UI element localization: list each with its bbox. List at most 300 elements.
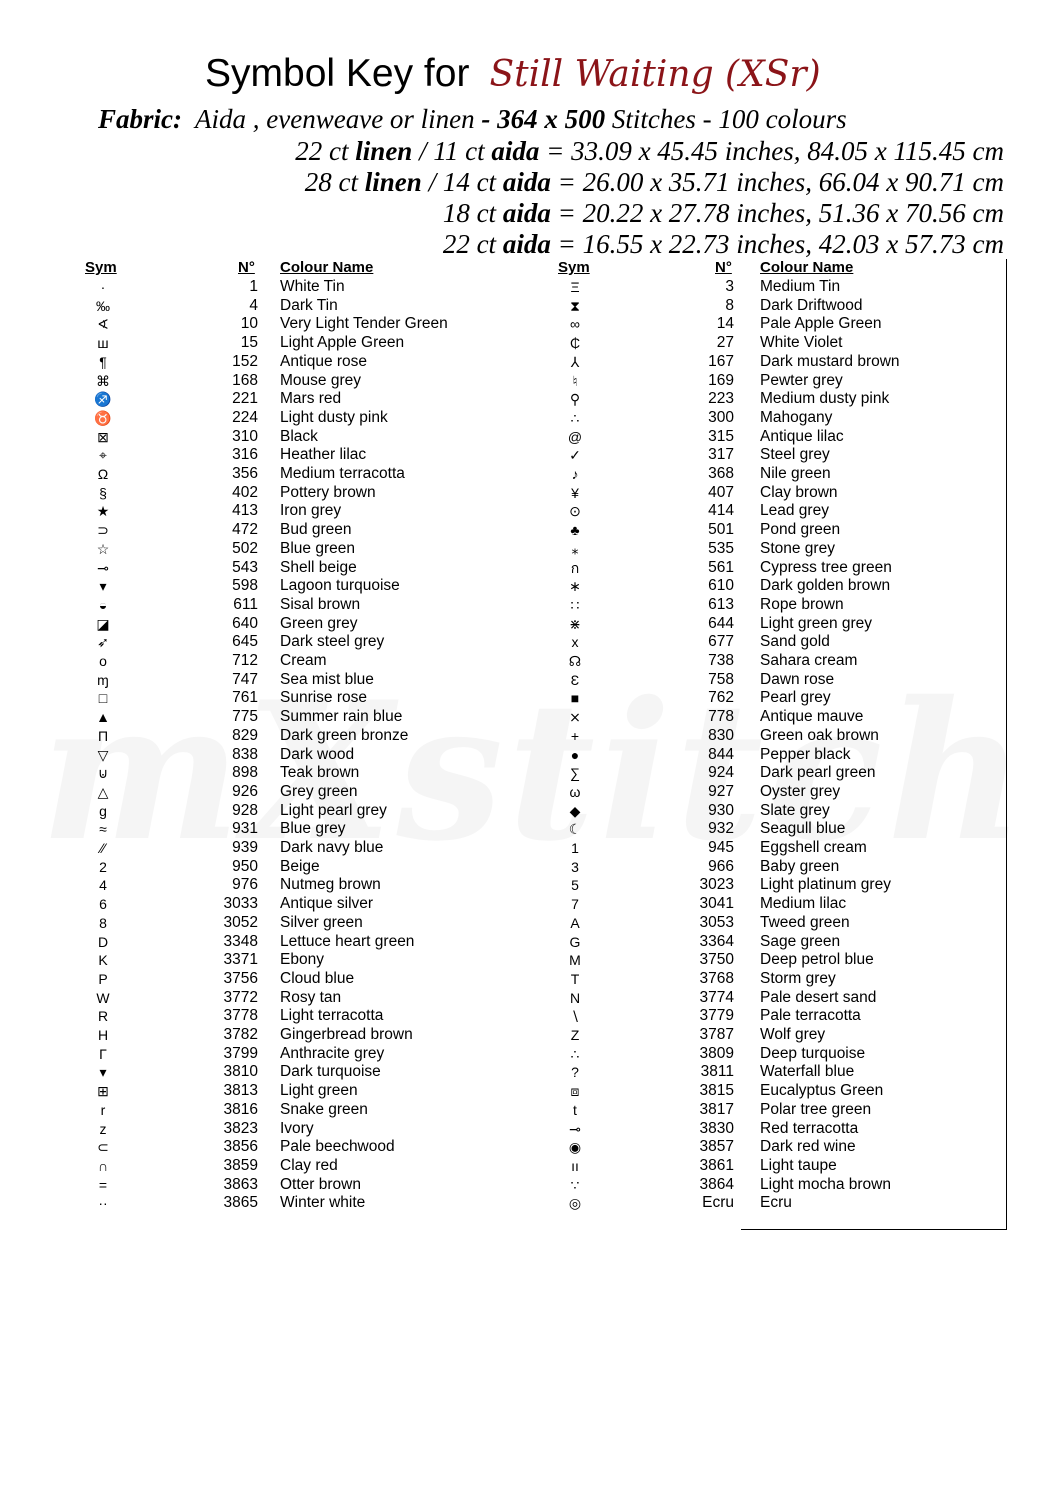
colour-name: White Tin (280, 278, 345, 295)
stitch-symbol: ω (569, 783, 581, 800)
key-row (0, 297, 1060, 316)
stitch-symbol: ∢ (97, 316, 109, 333)
colour-number: 3817 (699, 1100, 734, 1118)
colour-name: Pottery brown (280, 483, 376, 501)
stitch-symbol: D (97, 933, 109, 950)
colour-number: 3809 (699, 1044, 734, 1062)
colour-name: Gingerbread brown (280, 1026, 413, 1043)
key-row (0, 876, 1060, 895)
colour-name: Light pearl grey (280, 801, 387, 819)
key-row (0, 820, 1060, 839)
key-row (0, 989, 1060, 1008)
colour-number: 501 (708, 521, 734, 539)
key-row (0, 1120, 1060, 1139)
stitch-symbol: ıı (571, 1157, 579, 1174)
stitch-symbol: 7 (571, 896, 579, 913)
colour-name: Dark red wine (760, 1138, 856, 1156)
stitch-symbol: = (98, 1176, 108, 1193)
colour-number: 3041 (699, 895, 734, 913)
colour-number: 838 (232, 745, 258, 763)
stitch-symbol: ∵ (570, 1176, 580, 1193)
colour-number: 300 (708, 408, 734, 426)
key-row (0, 1007, 1060, 1026)
key-row (0, 446, 1060, 465)
colour-name: Sahara cream (760, 652, 858, 669)
colour-name: Pale desert sand (760, 988, 877, 1006)
stitch-symbol: ♉ (94, 409, 112, 426)
stitch-symbol: x (571, 634, 579, 651)
colour-number: 829 (232, 726, 258, 744)
colour-number: 3052 (223, 913, 258, 931)
colour-number: 844 (708, 745, 734, 763)
colour-name: Light dusty pink (280, 408, 388, 426)
key-row (0, 746, 1060, 765)
colour-name: Bud green (280, 521, 352, 539)
key-row (0, 540, 1060, 559)
colour-number: 169 (708, 371, 734, 389)
stitch-symbol: ☾ (568, 821, 582, 838)
size-count: 22 ct (442, 229, 497, 259)
stitch-symbol: ◪ (96, 615, 110, 632)
stitch-symbol: ⁎ (571, 540, 579, 557)
colour-name: Antique lilac (760, 427, 844, 445)
key-row (0, 577, 1060, 596)
colour-number: 747 (232, 670, 258, 688)
colour-number: 502 (232, 539, 258, 557)
colour-number: 3799 (223, 1044, 258, 1062)
stitch-symbol: ·· (98, 1195, 108, 1212)
stitch-symbol: ¥ (571, 484, 579, 501)
colour-name: Dawn rose (760, 670, 835, 688)
colour-number: 3033 (223, 895, 258, 913)
colour-number: 758 (708, 670, 734, 688)
stitch-symbol: ● (570, 746, 580, 763)
stitch-symbol: ≈ (99, 821, 107, 838)
key-row (0, 1082, 1060, 1101)
stitch-symbol: t (573, 1101, 577, 1118)
colour-number: 738 (708, 652, 734, 669)
fabric-dimensions: 364 x 500 (497, 104, 606, 134)
title-prefix: Symbol Key for (205, 52, 470, 95)
stitch-symbol: ¶ (99, 353, 107, 370)
colour-name: Mahogany (760, 408, 833, 426)
colour-number: 3053 (699, 913, 734, 931)
colour-number: 3864 (699, 1175, 734, 1193)
stitch-symbol: ⊠ (97, 428, 109, 445)
colour-name: Very Light Tender Green (280, 315, 448, 333)
colour-name: Rope brown (760, 595, 844, 613)
colour-number: 939 (232, 839, 258, 856)
colour-name: Lead grey (760, 502, 829, 520)
colour-name: Clay brown (760, 483, 838, 501)
colour-number: 613 (708, 595, 734, 613)
stitch-symbol: ⅄ (570, 353, 580, 370)
stitch-symbol: r (100, 1101, 106, 1118)
header-num: N° (238, 259, 255, 276)
colour-name: Slate grey (760, 801, 830, 819)
stitch-symbol: ◆ (569, 802, 581, 819)
colour-name: Teak brown (280, 764, 360, 782)
stitch-symbol: z (99, 1120, 107, 1137)
colour-number: 3813 (223, 1082, 258, 1100)
colour-name: Iron grey (280, 502, 342, 520)
colour-name: Dark golden brown (760, 577, 891, 595)
colour-name: Ecru (760, 1194, 792, 1212)
stitch-symbol: ก (570, 559, 580, 576)
key-row (0, 1026, 1060, 1045)
colour-number: 3774 (699, 988, 734, 1006)
colour-name: Eggshell cream (760, 839, 867, 856)
size-line (443, 229, 1004, 260)
colour-number: 3364 (699, 932, 734, 950)
colour-number: 775 (232, 708, 258, 726)
colour-name: Antique rose (280, 352, 368, 370)
stitch-symbol: ∴ (570, 1045, 580, 1062)
key-row (0, 689, 1060, 708)
colour-number: 3 (725, 278, 734, 295)
colour-number: 762 (708, 689, 734, 707)
colour-name: Medium terracotta (280, 465, 405, 482)
colour-number: 14 (716, 315, 734, 333)
colour-name: Wolf grey (760, 1026, 826, 1043)
colour-name: Shell beige (280, 558, 357, 576)
key-row (0, 409, 1060, 428)
colour-number: 976 (232, 876, 258, 894)
colour-number: 644 (708, 614, 734, 632)
colour-name: Light green (280, 1082, 358, 1100)
key-row (0, 802, 1060, 821)
stitch-symbol: ⚲ (569, 391, 581, 408)
colour-name: Light mocha brown (760, 1175, 891, 1193)
key-row (0, 951, 1060, 970)
key-row (0, 1063, 1060, 1082)
key-row (0, 914, 1060, 933)
colour-number: 610 (708, 577, 734, 595)
colour-number: 310 (232, 427, 258, 445)
colour-number: 1 (249, 278, 258, 295)
stitch-symbol: 4 (99, 877, 107, 894)
colour-name: Cloud blue (280, 969, 355, 987)
colour-name: Ebony (280, 951, 324, 969)
size-fabric: aida (502, 167, 551, 197)
colour-number: 3782 (223, 1026, 258, 1043)
colour-name: Beige (280, 857, 320, 875)
stitch-symbol: § (99, 484, 107, 501)
size-count: 11 ct (433, 136, 485, 166)
colour-number: 3371 (223, 951, 258, 969)
pattern-name: Still Waiting (XSr) (489, 53, 821, 95)
colour-name: Clay red (280, 1156, 338, 1174)
colour-number: 317 (708, 446, 734, 464)
colour-name: Ivory (280, 1119, 314, 1137)
stitch-symbol: T (570, 970, 580, 987)
key-row (0, 521, 1060, 540)
stitch-symbol: · (100, 279, 106, 295)
stitch-symbol: ⊸ (97, 559, 109, 576)
key-row (0, 334, 1060, 353)
colour-number: 712 (232, 652, 258, 669)
colour-number: 3830 (699, 1119, 734, 1137)
colour-name: Mouse grey (280, 371, 361, 389)
colour-name: Anthracite grey (280, 1044, 385, 1062)
size-count: 18 ct (442, 198, 497, 228)
stitch-symbol: R (97, 1008, 109, 1025)
colour-name: Rosy tan (280, 988, 342, 1006)
key-row (0, 708, 1060, 727)
stitch-symbol: ⋇ (569, 615, 581, 632)
stitch-symbol: @ (567, 428, 583, 445)
fabric-label: Fabric: (98, 104, 182, 134)
colour-number: 3750 (699, 951, 734, 969)
stitch-symbol: + (570, 727, 580, 744)
stitch-symbol: ◉ (568, 1139, 582, 1156)
stitch-symbol: o (99, 653, 107, 669)
colour-number: 611 (233, 595, 258, 613)
colour-name: Cypress tree green (760, 558, 892, 576)
stitch-symbol: ⊙ (569, 503, 581, 520)
frame-right-line (1006, 259, 1007, 1230)
colour-number: 3023 (699, 876, 734, 894)
colour-number: 3865 (223, 1194, 258, 1212)
colour-number: 932 (708, 820, 734, 838)
colour-number: 928 (232, 801, 258, 819)
stitch-symbol: ∗ (569, 578, 581, 595)
key-row (0, 652, 1060, 671)
colour-number: 3348 (223, 932, 258, 950)
fabric-rest: Stitches - 100 colours (611, 104, 847, 134)
colour-number: 598 (232, 577, 258, 595)
colour-name: Baby green (760, 857, 840, 875)
colour-name: Stone grey (760, 539, 835, 557)
colour-number: 930 (708, 801, 734, 819)
stitch-symbol: ⌖ (99, 447, 107, 464)
stitch-symbol: ⊸ (569, 1120, 581, 1137)
stitch-symbol: ⊂ (97, 1139, 109, 1156)
colour-name: Sage green (760, 932, 841, 950)
colour-name: Blue grey (280, 820, 346, 838)
colour-name: Light Apple Green (280, 334, 405, 352)
stitch-symbol: Ξ (570, 279, 580, 295)
stitch-symbol: ɱ (97, 671, 109, 688)
colour-name: Sunrise rose (280, 689, 368, 707)
stitch-symbol: ∩ (97, 1157, 109, 1174)
colour-number: 221 (232, 390, 258, 408)
colour-name: Mars red (280, 390, 342, 408)
frame-bottom-line (741, 1229, 1007, 1230)
colour-number: 761 (232, 689, 258, 707)
header-sym: Sym (85, 259, 117, 276)
size-count: 22 ct (295, 136, 349, 166)
header-sym: Sym (558, 259, 590, 276)
colour-number: 27 (716, 334, 734, 352)
colour-number: 931 (232, 820, 258, 838)
stitch-symbol: ⧈ (570, 1083, 580, 1100)
stitch-symbol: G (569, 933, 581, 950)
colour-number: 3859 (223, 1156, 258, 1174)
size-fabric: linen (364, 167, 422, 197)
colour-number: 3756 (223, 969, 258, 987)
fabric-dash: - (481, 104, 491, 134)
colour-name: Antique mauve (760, 708, 864, 726)
stitch-symbol: ⨯ (569, 709, 581, 726)
colour-name: Light platinum grey (760, 876, 891, 894)
stitch-symbol: ♐ (94, 391, 112, 408)
stitch-symbol: ⌘ (96, 372, 110, 389)
size-fabric: linen (355, 136, 413, 166)
stitch-symbol: 1 (571, 840, 579, 856)
colour-name: Polar tree green (760, 1100, 872, 1118)
colour-name: Red terracotta (760, 1119, 859, 1137)
key-row (0, 970, 1060, 989)
colour-name: Oyster grey (760, 782, 841, 800)
colour-number: 3787 (699, 1026, 734, 1043)
colour-name: Pond green (760, 521, 841, 539)
colour-name: Deep turquoise (760, 1044, 866, 1062)
colour-name: Blue green (280, 539, 355, 557)
header-num: N° (715, 259, 732, 276)
stitch-symbol: ₵ (569, 335, 581, 352)
stitch-symbol: △ (97, 783, 109, 800)
stitch-symbol: ш (97, 335, 109, 352)
key-row (0, 858, 1060, 877)
colour-number: 927 (708, 782, 734, 800)
stitch-symbol: □ (98, 690, 108, 707)
colour-name: Heather lilac (280, 446, 367, 464)
symbol-key-table (0, 259, 1060, 1239)
stitch-symbol: ? (571, 1064, 579, 1081)
key-row (0, 596, 1060, 615)
colour-name: Storm grey (760, 969, 836, 987)
key-row (0, 671, 1060, 690)
stitch-symbol: ‰ (96, 297, 110, 314)
colour-name: Sand gold (760, 633, 830, 651)
stitch-symbol: ☆ (96, 540, 110, 557)
key-row (0, 278, 1060, 297)
colour-number: 830 (708, 726, 734, 744)
colour-number: 472 (232, 521, 258, 539)
colour-name: Light green grey (760, 614, 873, 632)
size-fabric: aida (502, 198, 551, 228)
stitch-symbol: ▾ (99, 578, 107, 595)
size-fabric: aida (491, 136, 540, 166)
colour-number: 3810 (223, 1063, 258, 1081)
stitch-symbol: P (98, 970, 108, 987)
colour-name: Pepper black (760, 745, 851, 763)
colour-name: Antique silver (280, 895, 374, 913)
colour-name: Summer rain blue (280, 708, 403, 726)
stitch-symbol: ⧗ (570, 297, 580, 314)
size-line (443, 198, 1004, 229)
key-row (0, 895, 1060, 914)
colour-number: 966 (708, 857, 734, 875)
colour-number: 924 (708, 764, 734, 782)
colour-name: Grey green (280, 782, 358, 800)
stitch-symbol: ♣ (570, 522, 580, 539)
key-row (0, 315, 1060, 334)
stitch-symbol: Γ (99, 1045, 107, 1062)
colour-number: 3768 (699, 969, 734, 987)
colour-name: Dark Driftwood (760, 296, 863, 314)
colour-number: 3863 (223, 1175, 258, 1193)
stitch-symbol: ▽ (97, 746, 109, 763)
colour-name: Sisal brown (280, 595, 361, 613)
colour-name: Tweed green (760, 913, 850, 931)
colour-number: 677 (708, 633, 734, 651)
colour-number: 316 (232, 446, 258, 464)
colour-name: Medium Tin (760, 278, 841, 295)
size-sep: / (428, 167, 437, 197)
size-result: = 26.00 x 35.71 inches, 66.04 x 90.71 cm (557, 167, 1004, 197)
colour-name: Green grey (280, 614, 358, 632)
stitch-symbol: ☊ (568, 653, 582, 669)
colour-number: 535 (708, 539, 734, 557)
stitch-symbol: 6 (99, 896, 107, 913)
size-line (305, 167, 1004, 198)
colour-number: 898 (232, 764, 258, 782)
stitch-symbol: ∑ (570, 765, 580, 782)
colour-name: Steel grey (760, 446, 830, 464)
colour-number: 3857 (699, 1138, 734, 1156)
key-row (0, 727, 1060, 746)
size-sep: / (419, 136, 427, 166)
stitch-symbol: ▾ (99, 1064, 107, 1081)
stitch-symbol: A (570, 914, 580, 931)
colour-name: Green oak brown (760, 726, 879, 744)
colour-name: Snake green (280, 1100, 368, 1118)
colour-name: Nile green (760, 465, 831, 482)
colour-number: 3823 (223, 1119, 258, 1137)
size-count: 14 ct (442, 167, 497, 197)
stitch-symbol: ★ (96, 503, 110, 520)
colour-name: Dark navy blue (280, 839, 384, 856)
key-row (0, 484, 1060, 503)
stitch-symbol: M (569, 952, 581, 969)
stitch-symbol: g (99, 802, 107, 819)
colour-number: 3861 (699, 1156, 734, 1174)
colour-number: 3815 (699, 1082, 734, 1100)
colour-name: White Violet (760, 334, 843, 352)
colour-number: 356 (232, 465, 258, 482)
colour-number: 168 (232, 371, 258, 389)
key-row (0, 1138, 1060, 1157)
colour-name: Dark steel grey (280, 633, 385, 651)
key-row (0, 633, 1060, 652)
stitch-symbol: W (96, 989, 110, 1006)
colour-name: Dark mustard brown (760, 352, 900, 370)
stitch-symbol: N (569, 989, 581, 1006)
stitch-symbol: 8 (99, 914, 107, 931)
colour-number: 640 (232, 614, 258, 632)
stitch-symbol: Ɛ (570, 671, 580, 688)
stitch-symbol: ∴ (570, 409, 580, 426)
size-result: = 33.09 x 45.45 inches, 84.05 x 115.45 cm (546, 136, 1004, 166)
key-row (0, 465, 1060, 484)
stitch-symbol: ⊞ (97, 1083, 109, 1100)
colour-name: Pale terracotta (760, 1007, 861, 1025)
colour-number: 543 (232, 558, 258, 576)
key-row (0, 559, 1060, 578)
colour-number: 645 (232, 633, 258, 651)
colour-name: Black (280, 427, 318, 445)
stitch-symbol: ♮ (572, 372, 578, 389)
key-row (0, 783, 1060, 802)
stitch-symbol: K (98, 952, 108, 969)
stitch-symbol: ∞ (570, 316, 580, 333)
stitch-symbol: ♪ (571, 466, 579, 482)
colour-number: 10 (240, 315, 258, 333)
colour-number: 223 (708, 390, 734, 408)
colour-number: 368 (708, 465, 734, 482)
